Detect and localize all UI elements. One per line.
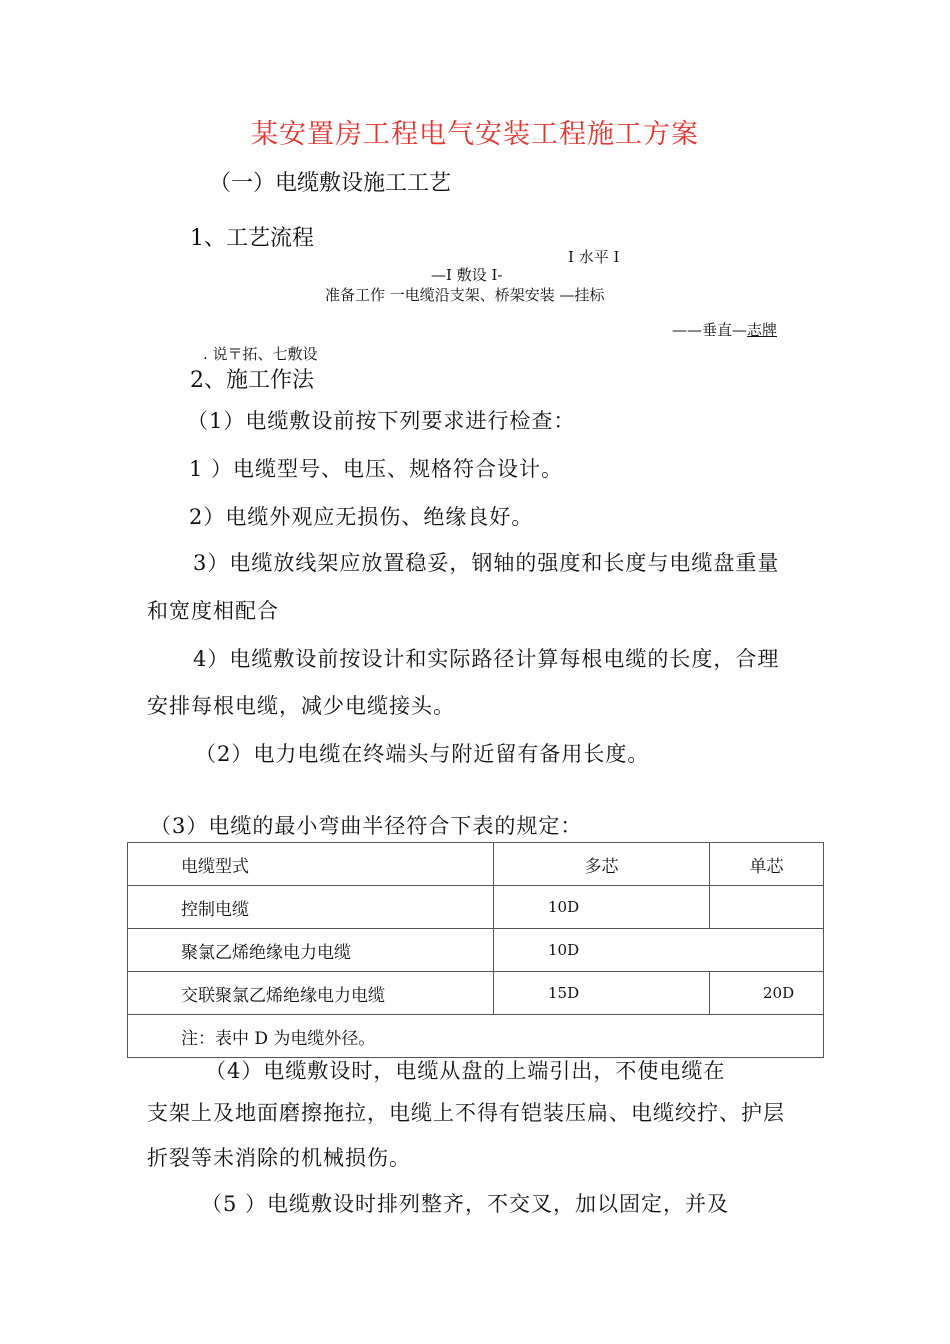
table-cell: 10D <box>494 886 710 929</box>
paragraph-8-cont: 支架上及地面磨擦拖拉，电缆上不得有铠装压扁、电缆绞拧、护层 <box>147 1101 785 1125</box>
flow-main-line: 准备工作 一电缆沿支架、桥架安装 —挂标 <box>325 286 605 304</box>
table-note-row <box>128 1015 824 1058</box>
table-cell: 15D <box>494 972 710 1015</box>
table-row <box>128 886 824 929</box>
paragraph-1: （1）电缆敷设前按下列要求进行检查： <box>187 409 576 433</box>
table-header-cell: 电缆型式 <box>128 843 494 886</box>
paragraph-6: （2）电力电缆在终端头与附近留有备用长度。 <box>195 742 650 766</box>
flow-sign-label: 志牌 <box>747 321 778 339</box>
table-row <box>128 972 824 1015</box>
table-cell: 20D <box>710 972 824 1015</box>
table-row <box>128 929 824 972</box>
paragraph-4-cont: 和宽度相配合 <box>147 599 279 623</box>
table-header-row <box>128 843 824 886</box>
subsection-heading-flow: 1、工艺流程 <box>190 226 314 251</box>
paragraph-4: 3）电缆放线架应放置稳妥，钢轴的强度和长度与电缆盘重量 <box>193 551 780 575</box>
paragraph-5: 4）电缆敷设前按设计和实际路径计算每根电缆的长度，合理 <box>193 647 780 671</box>
table-header-cell: 单芯 <box>710 843 824 886</box>
table-cell <box>710 886 824 929</box>
section-heading: （一）电缆敷设施工工艺 <box>209 171 452 196</box>
table-cell: 交联聚氯乙烯绝缘电力电缆 <box>128 972 494 1015</box>
flow-bottom-note: . 说〒拓、七敷设 <box>203 345 318 363</box>
paragraph-5-cont: 安排每根电缆，减少电缆接头。 <box>147 694 455 718</box>
bending-radius-table <box>127 842 824 1058</box>
subsection-heading-method: 2、施工作法 <box>190 368 314 393</box>
flow-vertical-line <box>672 319 777 340</box>
paragraph-8: （4）电缆敷设时，电缆从盘的上端引出，不使电缆在 <box>205 1059 726 1083</box>
paragraph-7: （3）电缆的最小弯曲半径符合下表的规定： <box>150 814 583 838</box>
table-cell: 控制电缆 <box>128 886 494 929</box>
paragraph-2: 1 ）电缆型号、电压、规格符合设计。 <box>189 457 564 481</box>
flow-laying-label: —I 敷设 I- <box>431 266 503 284</box>
document-title: 某安置房工程电气安装工程施工方案 <box>251 119 699 150</box>
flow-vertical-prefix: ——垂直— <box>672 321 748 339</box>
table-header-cell: 多芯 <box>494 843 710 886</box>
table-note: 注：表中 D 为电缆外径。 <box>128 1015 824 1058</box>
paragraph-8-cont2: 折裂等未消除的机械损伤。 <box>147 1146 411 1170</box>
table-cell: 聚氯乙烯绝缘电力电缆 <box>128 929 494 972</box>
table-cell: 10D <box>494 929 824 972</box>
flow-horizontal-label: I 水平 I <box>568 248 620 266</box>
paragraph-3: 2）电缆外观应无损伤、绝缘良好。 <box>189 505 534 529</box>
paragraph-9: （5 ）电缆敷设时排列整齐，不交叉，加以固定，并及 <box>201 1192 730 1216</box>
